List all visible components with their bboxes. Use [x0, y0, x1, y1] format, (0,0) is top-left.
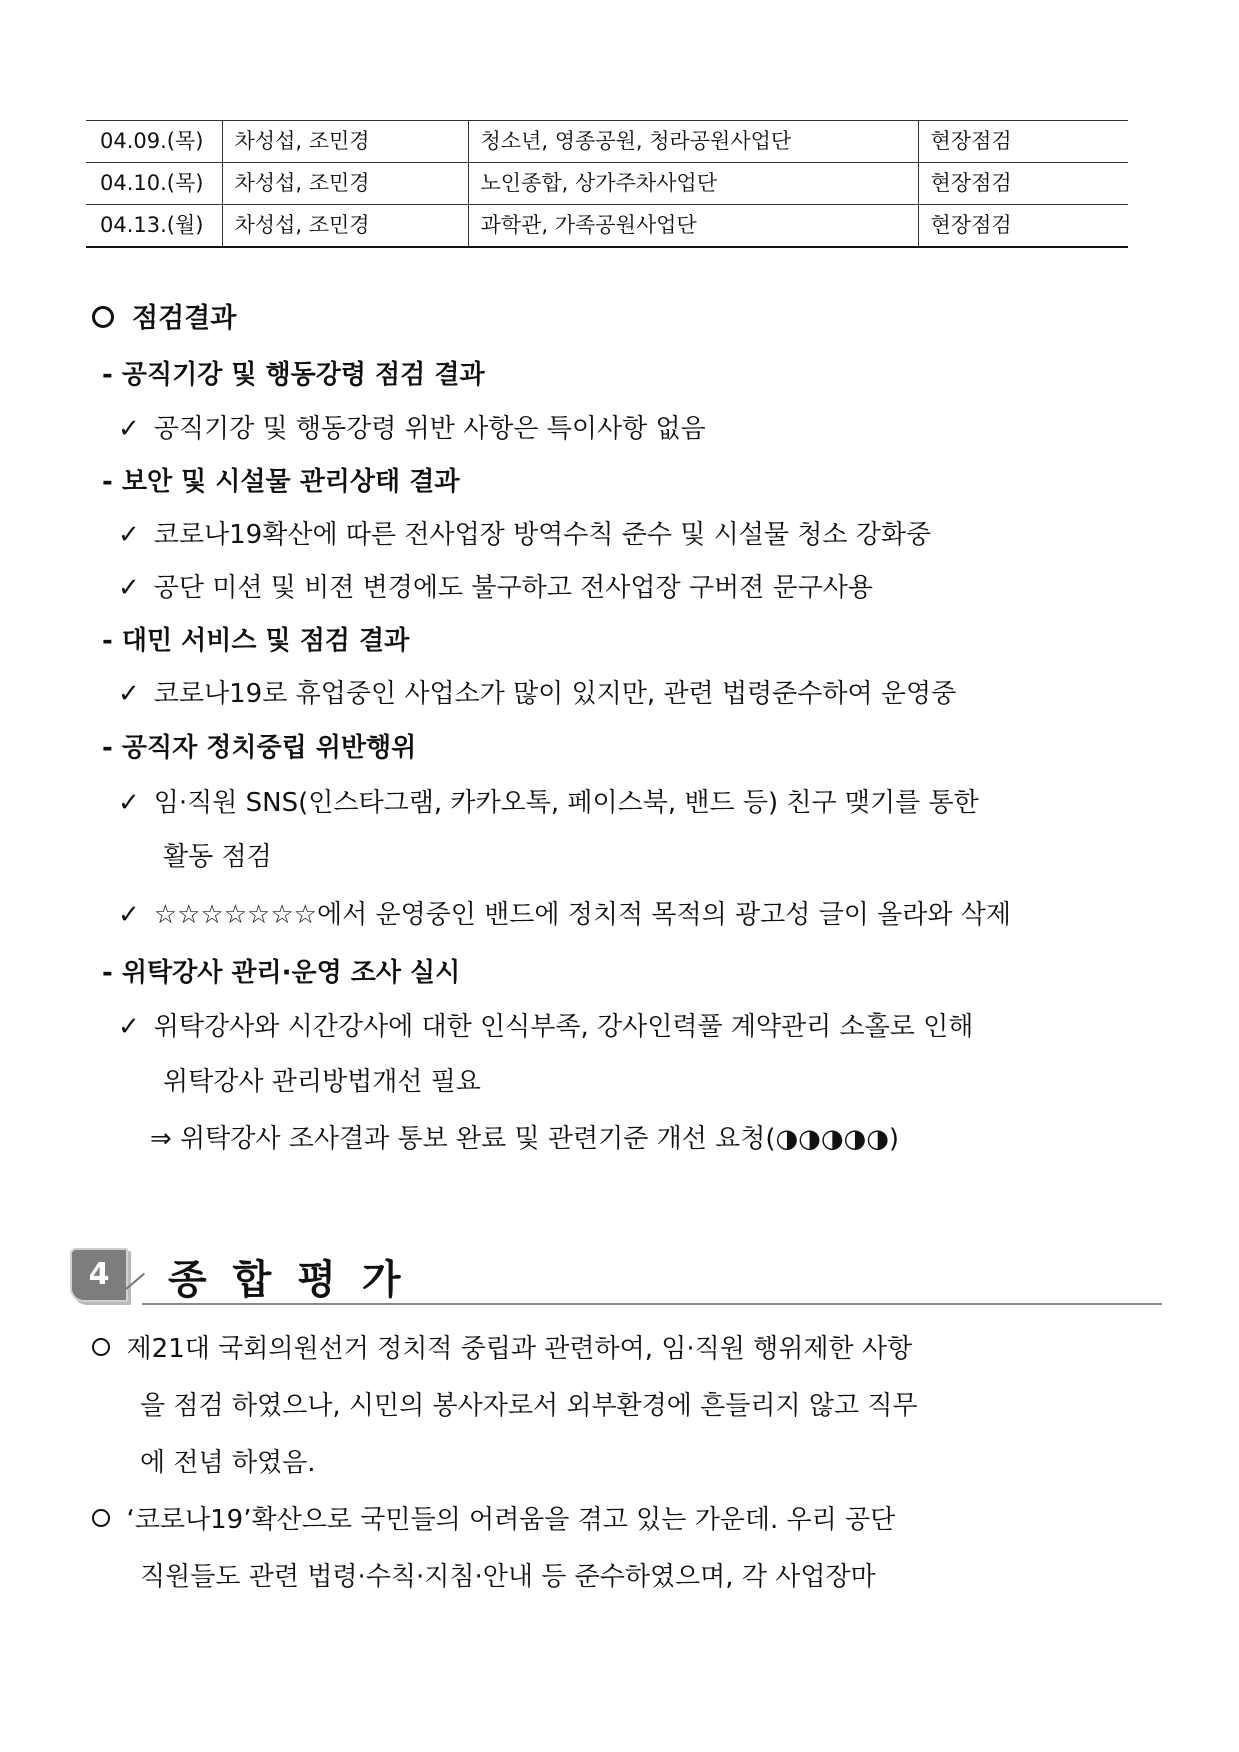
type-cell: 현장점검 — [918, 205, 1128, 248]
heading-divider — [125, 1273, 145, 1290]
list-item-text: 위탁강사와 시간강사에 대한 인식부족, 강사인력풀 계약관리 소홀로 인해 — [153, 1012, 974, 1042]
type-cell: 현장점검 — [918, 163, 1128, 205]
date-cell: 04.10.(목) — [86, 163, 222, 205]
list-item-text: 공단 미션 및 비젼 변경에도 불구하고 전사업장 구버젼 문구사용 — [153, 573, 873, 603]
paragraph-line — [92, 1505, 1174, 1536]
list-item-text: 코로나19로 휴업중인 사업소가 많이 있지만, 관련 법령준수하여 운영중 — [153, 679, 957, 709]
staff-cell: 차성섭, 조민경 — [222, 163, 468, 205]
list-item-text: 공직기강 및 행동강령 위반 사항은 특이사항 없음 — [153, 414, 706, 444]
checkmark-icon: ✓ — [118, 788, 140, 818]
paragraph-line: 을 점검 하였으나, 시민의 봉사자로서 외부환경에 흔들리지 않고 직무 — [140, 1391, 918, 1421]
table-row — [86, 205, 1128, 248]
results-heading-text: 점검결과 — [132, 303, 237, 334]
list-item-text: ☆☆☆☆☆☆☆에서 운영중인 밴드에 정치적 목적의 광고성 글이 올라와 삭제 — [153, 900, 1011, 930]
subsection-title: - 보안 및 시설물 관리상태 결과 — [102, 467, 460, 497]
circle-bullet-icon — [92, 1509, 110, 1527]
list-item — [118, 520, 931, 551]
results-heading — [92, 303, 236, 335]
section-heading — [64, 1240, 1162, 1310]
list-item — [118, 788, 1176, 819]
paragraph-text: ‘코로나19’확산으로 국민들의 어려움을 겪고 있는 가운데. 우리 공단 — [126, 1505, 896, 1535]
subsection-title: - 위탁강사 관리·운영 조사 실시 — [102, 958, 461, 988]
staff-cell: 차성섭, 조민경 — [222, 205, 468, 248]
section-title: 종합평가 — [168, 1257, 427, 1303]
subsection-title: - 공직기강 및 행동강령 점검 결과 — [102, 360, 485, 390]
list-item-continuation: 위탁강사 관리방법개선 필요 — [163, 1067, 481, 1097]
list-item — [118, 679, 956, 710]
checkmark-icon: ✓ — [118, 1012, 140, 1042]
checkmark-icon: ✓ — [118, 679, 140, 709]
subsection-title: - 대민 서비스 및 점검 결과 — [102, 626, 410, 656]
paragraph-line: 에 전념 하였음. — [140, 1448, 316, 1478]
date-cell: 04.13.(월) — [86, 205, 222, 248]
table-row — [86, 121, 1128, 163]
table-row — [86, 163, 1128, 205]
list-item — [118, 414, 706, 445]
list-item-text: 코로나19확산에 따른 전사업장 방역수칙 준수 및 시설물 청소 강화중 — [153, 520, 932, 550]
action-note: ⇒ 위탁강사 조사결과 통보 완료 및 관련기준 개선 요청(◑◑◑◑◑) — [150, 1124, 900, 1154]
target-cell: 노인종합, 상가주차사업단 — [468, 163, 918, 205]
list-item — [118, 1012, 1176, 1043]
paragraph-line: 직원들도 관련 법령·수칙·지침·안내 등 준수하였으며, 각 사업장마 — [140, 1562, 876, 1592]
subsection-title: - 공직자 정치중립 위반행위 — [102, 733, 417, 763]
section-number-badge: 4 — [70, 1248, 128, 1302]
target-cell: 청소년, 영종공원, 청라공원사업단 — [468, 121, 918, 163]
date-cell: 04.09.(목) — [86, 121, 222, 163]
list-item — [118, 900, 1011, 931]
target-cell: 과학관, 가족공원사업단 — [468, 205, 918, 248]
circle-bullet-icon — [92, 1338, 110, 1356]
checkmark-icon: ✓ — [118, 520, 140, 550]
list-item-continuation: 활동 점검 — [163, 842, 272, 872]
paragraph-text: 제21대 국회의원선거 정치적 중립과 관련하여, 임·직원 행위제한 사항 — [126, 1334, 913, 1364]
paragraph-line — [92, 1334, 1174, 1365]
circle-bullet-icon — [92, 306, 114, 328]
checkmark-icon: ✓ — [118, 573, 140, 603]
list-item-text: 임·직원 SNS(인스타그램, 카카오톡, 페이스북, 밴드 등) 친구 맺기를 통한 — [153, 788, 979, 818]
type-cell: 현장점검 — [918, 121, 1128, 163]
list-item — [118, 573, 873, 604]
staff-cell: 차성섭, 조민경 — [222, 121, 468, 163]
checkmark-icon: ✓ — [118, 414, 140, 444]
inspection-schedule-table — [86, 120, 1128, 248]
checkmark-icon: ✓ — [118, 900, 140, 930]
